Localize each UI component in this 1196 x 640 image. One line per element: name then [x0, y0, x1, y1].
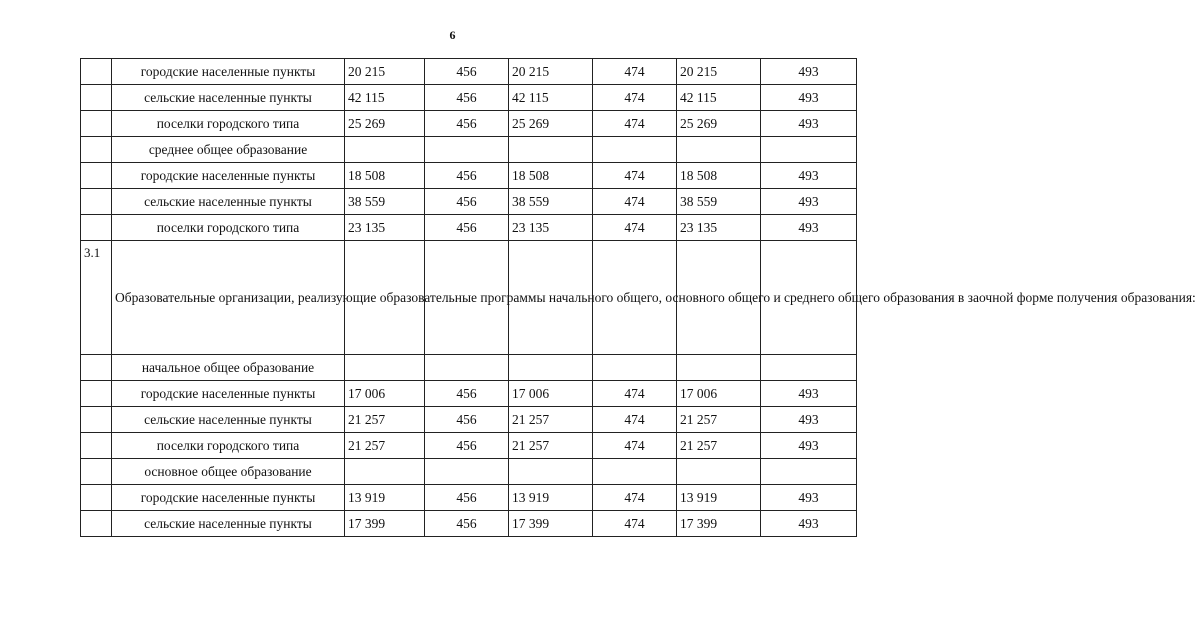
- coefficient-value-cell: 493: [761, 433, 857, 459]
- cost-value-cell: 25 269: [677, 111, 761, 137]
- coefficient-value-cell: 493: [761, 381, 857, 407]
- coefficient-value-cell: 474: [593, 407, 677, 433]
- cost-value-cell: 18 508: [509, 163, 593, 189]
- table-row: [81, 407, 857, 433]
- page-number: 6: [449, 28, 456, 42]
- cost-value-cell: 25 269: [345, 111, 425, 137]
- cost-value-cell: 38 559: [509, 189, 593, 215]
- cost-value-cell: 23 135: [677, 215, 761, 241]
- coefficient-value-cell: 456: [425, 111, 509, 137]
- row-number-cell: [81, 433, 112, 459]
- row-number-cell: [81, 459, 112, 485]
- coefficient-value-cell: 456: [425, 433, 509, 459]
- table-row: [81, 241, 857, 355]
- cost-value-cell: 38 559: [345, 189, 425, 215]
- coefficient-value-cell: [761, 137, 857, 163]
- cost-value-cell: 21 257: [509, 407, 593, 433]
- row-number-cell: [81, 59, 112, 85]
- cost-value-cell: [345, 355, 425, 381]
- section-description-cell: Образовательные организации, реализующие образовательные программы начального общего, основного общего и среднего общего образования в заочной форме получения образования:: [112, 241, 345, 355]
- category-name-cell: поселки городского типа: [112, 215, 345, 241]
- coefficient-value-cell: [425, 459, 509, 485]
- coefficient-value-cell: 474: [593, 59, 677, 85]
- row-number-cell: [81, 485, 112, 511]
- coefficient-value-cell: 456: [425, 189, 509, 215]
- cost-value-cell: 21 257: [509, 433, 593, 459]
- cost-value-cell: [345, 459, 425, 485]
- coefficient-value-cell: 456: [425, 381, 509, 407]
- cost-value-cell: 20 215: [677, 59, 761, 85]
- cost-value-cell: 13 919: [345, 485, 425, 511]
- coefficient-value-cell: [593, 137, 677, 163]
- cost-value-cell: 17 006: [509, 381, 593, 407]
- cost-value-cell: 42 115: [509, 85, 593, 111]
- coefficient-value-cell: 493: [761, 189, 857, 215]
- row-number-cell: [81, 511, 112, 537]
- cost-value-cell: [509, 137, 593, 163]
- category-name-cell: сельские населенные пункты: [112, 189, 345, 215]
- coefficient-value-cell: 456: [425, 163, 509, 189]
- coefficient-value-cell: 456: [425, 407, 509, 433]
- table-row: [81, 355, 857, 381]
- category-name-cell: сельские населенные пункты: [112, 407, 345, 433]
- coefficient-value-cell: 474: [593, 511, 677, 537]
- category-name-cell: городские населенные пункты: [112, 485, 345, 511]
- row-number-cell: [81, 85, 112, 111]
- coefficient-value-cell: 474: [593, 189, 677, 215]
- row-number-cell: [81, 111, 112, 137]
- coefficient-value-cell: 456: [425, 85, 509, 111]
- coefficient-value-cell: 474: [593, 381, 677, 407]
- cost-value-cell: 21 257: [677, 407, 761, 433]
- cost-value-cell: 38 559: [677, 189, 761, 215]
- cost-value-cell: 17 399: [509, 511, 593, 537]
- category-name-cell: среднее общее образование: [112, 137, 345, 163]
- table-row: [81, 111, 857, 137]
- table-row: [81, 433, 857, 459]
- coefficient-value-cell: 456: [425, 511, 509, 537]
- table-row: [81, 459, 857, 485]
- category-name-cell: городские населенные пункты: [112, 381, 345, 407]
- category-name-cell: поселки городского типа: [112, 433, 345, 459]
- coefficient-value-cell: 493: [761, 485, 857, 511]
- row-number-cell: [81, 381, 112, 407]
- coefficient-value-cell: 493: [761, 85, 857, 111]
- row-number-cell: [81, 215, 112, 241]
- coefficient-value-cell: [761, 355, 857, 381]
- coefficient-value-cell: 474: [593, 485, 677, 511]
- table-row: [81, 381, 857, 407]
- row-number-cell: [81, 189, 112, 215]
- cost-value-cell: 17 006: [345, 381, 425, 407]
- table-row: [81, 163, 857, 189]
- coefficient-value-cell: 456: [425, 485, 509, 511]
- cost-value-cell: 18 508: [677, 163, 761, 189]
- coefficient-value-cell: 474: [593, 433, 677, 459]
- cost-value-cell: [509, 459, 593, 485]
- cost-value-cell: 21 257: [345, 407, 425, 433]
- table-row: [81, 511, 857, 537]
- table-row: [81, 137, 857, 163]
- row-number-cell: [81, 163, 112, 189]
- coefficient-value-cell: [425, 137, 509, 163]
- table-row: [81, 485, 857, 511]
- coefficient-value-cell: 474: [593, 163, 677, 189]
- coefficient-value-cell: [425, 355, 509, 381]
- category-name-cell: начальное общее образование: [112, 355, 345, 381]
- table-row: [81, 85, 857, 111]
- coefficient-value-cell: 493: [761, 511, 857, 537]
- row-number-cell: [81, 137, 112, 163]
- row-number-cell: [81, 407, 112, 433]
- category-name-cell: поселки городского типа: [112, 111, 345, 137]
- cost-value-cell: 21 257: [345, 433, 425, 459]
- category-name-cell: сельские населенные пункты: [112, 85, 345, 111]
- coefficient-value-cell: 493: [761, 215, 857, 241]
- cost-value-cell: [677, 459, 761, 485]
- cost-value-cell: 21 257: [677, 433, 761, 459]
- coefficient-value-cell: [593, 355, 677, 381]
- category-name-cell: городские населенные пункты: [112, 59, 345, 85]
- cost-value-cell: 23 135: [345, 215, 425, 241]
- coefficient-value-cell: 493: [761, 111, 857, 137]
- coefficient-value-cell: 493: [761, 407, 857, 433]
- cost-value-cell: 13 919: [509, 485, 593, 511]
- cost-value-cell: [677, 355, 761, 381]
- cost-value-cell: 20 215: [345, 59, 425, 85]
- coefficient-value-cell: 474: [593, 85, 677, 111]
- table-row: [81, 59, 857, 85]
- cost-value-cell: 17 399: [345, 511, 425, 537]
- coefficient-value-cell: [593, 459, 677, 485]
- coefficient-value-cell: 474: [593, 111, 677, 137]
- coefficient-value-cell: 493: [761, 163, 857, 189]
- cost-value-cell: 18 508: [345, 163, 425, 189]
- category-name-cell: сельские населенные пункты: [112, 511, 345, 537]
- coefficient-value-cell: 456: [425, 59, 509, 85]
- cost-value-cell: [345, 137, 425, 163]
- cost-value-cell: 13 919: [677, 485, 761, 511]
- cost-value-cell: [677, 137, 761, 163]
- coefficient-value-cell: 456: [425, 215, 509, 241]
- cost-value-cell: 20 215: [509, 59, 593, 85]
- coefficient-value-cell: 493: [761, 59, 857, 85]
- cost-value-cell: [509, 355, 593, 381]
- tariff-table: [80, 58, 1196, 537]
- row-number-cell: [81, 355, 112, 381]
- coefficient-value-cell: 474: [593, 215, 677, 241]
- category-name-cell: основное общее образование: [112, 459, 345, 485]
- cost-value-cell: 25 269: [509, 111, 593, 137]
- cost-value-cell: 17 006: [677, 381, 761, 407]
- table-row: [81, 189, 857, 215]
- coefficient-value-cell: [761, 459, 857, 485]
- cost-value-cell: 23 135: [509, 215, 593, 241]
- category-name-cell: городские населенные пункты: [112, 163, 345, 189]
- cost-value-cell: 42 115: [345, 85, 425, 111]
- cost-value-cell: 42 115: [677, 85, 761, 111]
- row-number-cell: 3.1: [81, 241, 112, 355]
- cost-value-cell: 17 399: [677, 511, 761, 537]
- table-row: [81, 215, 857, 241]
